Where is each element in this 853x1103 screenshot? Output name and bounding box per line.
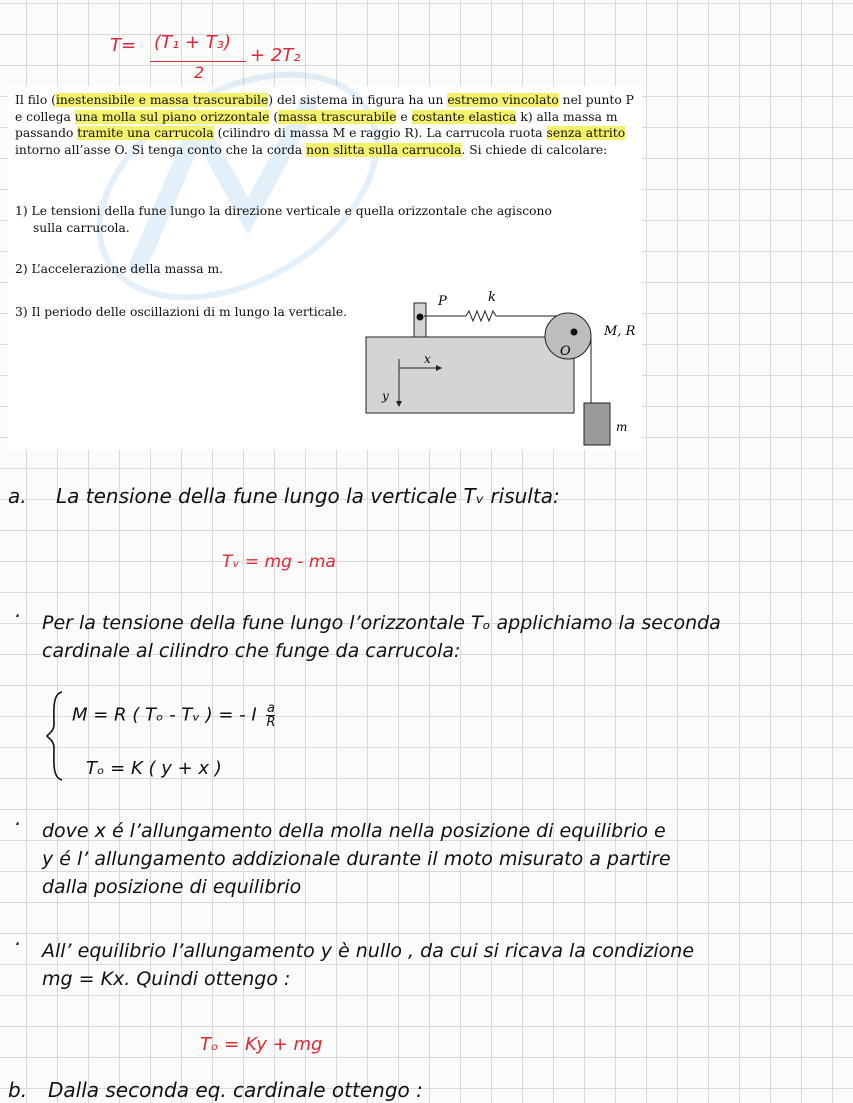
- label-x: x: [424, 352, 431, 366]
- formula-numerator: (T₁ + T₃): [154, 32, 231, 53]
- tension-formula: [110, 30, 330, 85]
- bullet: ·: [14, 932, 21, 956]
- problem-statement: [8, 86, 642, 450]
- pulley-axis: [571, 329, 578, 336]
- hanging-mass: [584, 403, 610, 445]
- label-P: P: [438, 294, 447, 309]
- bullet: ·: [14, 812, 21, 836]
- problem-paragraph: Il filo (inestensibile e massa trascurabile) del sistema in figura ha un estremo vincolato nel punto P e collega una molla sul piano orizzontale (massa trascurabile e costante elastica k) alla massa m passando tramite una carrucola (cilindro di massa M e raggio R). La carrucola ruota senza attrito intorno all’asse O. Si tenga conto che la corda non slitta sulla carrucola. Si chiede di calcolare:: [15, 93, 634, 157]
- formula-denominator: 2: [194, 63, 205, 82]
- paragraph-3-line-1: All’ equilibrio l’allungamento y è nullo , da cui si ricava la condizione: [42, 940, 695, 962]
- frac-den: R: [266, 715, 276, 730]
- section-b-label: b.: [8, 1078, 28, 1102]
- question-1: 1) Le tensioni della fune lungo la direzione verticale e quella orizzontale che agiscono sulla carrucola.: [15, 204, 552, 235]
- label-O: O: [560, 344, 571, 359]
- paragraph-1-line-2: cardinale al cilindro che funge da carrucola:: [42, 640, 461, 662]
- formula-lhs: T=: [110, 35, 137, 56]
- question-2: 2) L’accelerazione della massa m.: [15, 262, 224, 276]
- system-brace: [44, 690, 66, 782]
- paragraph-2-line-1: dove x é l’allungamento della molla nella posizione di equilibrio e: [42, 820, 666, 842]
- fraction-bar: [150, 61, 246, 62]
- paragraph-1-line-1: Per la tensione della fune lungo l’orizzontale Tₒ applichiamo la seconda: [42, 612, 721, 634]
- paragraph-3-line-2: mg = Kx. Quindi ottengo :: [42, 968, 291, 990]
- label-m: m: [616, 420, 628, 434]
- anchor-point: [417, 314, 424, 321]
- label-MR: M, R: [604, 324, 636, 339]
- pulley-diagram: [362, 289, 642, 449]
- section-a-label: a.: [8, 484, 27, 508]
- to-equation: Tₒ = Ky + mg: [200, 1034, 323, 1055]
- section-a-text: La tensione della fune lungo la verticale Tᵥ risulta:: [56, 484, 560, 508]
- label-k: k: [488, 290, 496, 305]
- question-3: 3) Il periodo delle oscillazioni di m lungo la verticale.: [15, 305, 348, 319]
- bullet: ·: [14, 604, 21, 628]
- paragraph-2-line-3: dalla posizione di equilibrio: [42, 876, 302, 898]
- system-equation-2: Tₒ = K ( y + x ): [86, 758, 222, 779]
- label-y: y: [382, 389, 389, 403]
- paragraph-2-line-2: y é l’ allungamento addizionale durante il moto misurato a partire: [42, 848, 671, 870]
- frac-num: a: [266, 701, 275, 716]
- system-equation-1: M = R ( Tₒ - Tᵥ ) = - I $\frac{a}{R}$: [72, 701, 276, 730]
- spring: [466, 311, 496, 321]
- tv-equation: Tᵥ = mg - ma: [222, 552, 336, 572]
- formula-rest: + 2T₂: [250, 45, 301, 66]
- section-b-text: Dalla seconda eq. cardinale ottengo :: [48, 1078, 423, 1102]
